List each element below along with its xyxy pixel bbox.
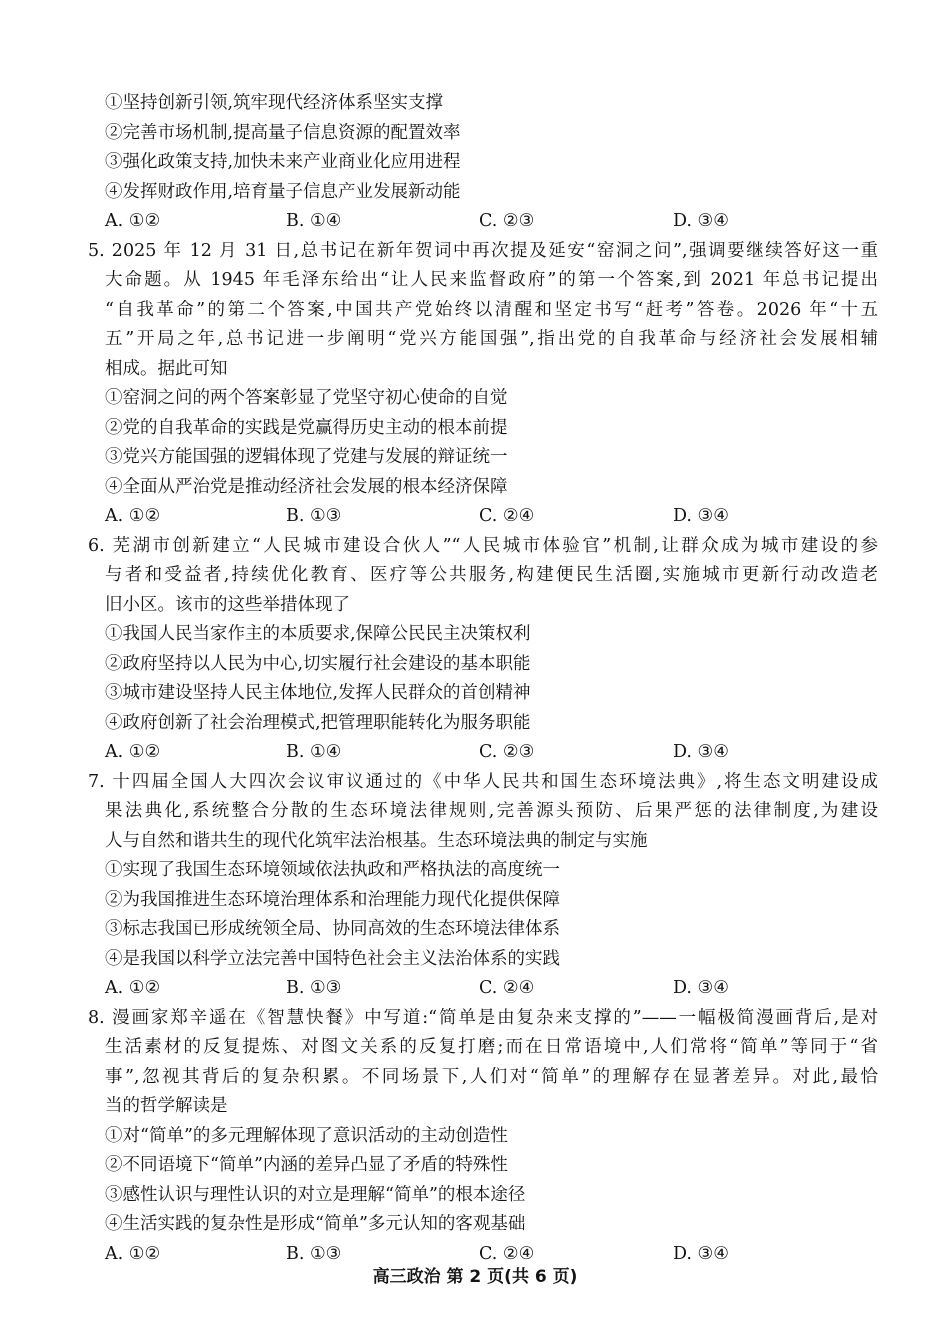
answer-choices (88, 502, 878, 532)
option-line: ①对“简单”的多元理解体现了意识活动的主动创造性 (105, 1125, 508, 1146)
choice-b: B. ①③ (286, 978, 342, 998)
option-line: ②党的自我革命的实践是党赢得历史主动的根本前提 (105, 417, 508, 438)
choice-d: D. ③④ (673, 978, 729, 998)
choice-d: D. ③④ (673, 211, 729, 231)
choice-a: A. ①② (105, 506, 161, 526)
option-line: ①坚持创新引领,筑牢现代经济体系坚实支撑 (105, 93, 444, 113)
option-line: ③城市建设坚持人民主体地位,发挥人民群众的首创精神 (105, 683, 531, 703)
answer-choices (88, 974, 878, 1004)
question-7 (88, 768, 878, 1004)
choice-a: A. ①② (105, 1243, 161, 1264)
answer-choices (88, 738, 878, 768)
question-stem-line: 6. 芜湖市创新建立“人民城市建设合伙人”“人民城市体验官”机制,让群众成为城市建设的参 (88, 535, 878, 556)
question-stem-line: 果法典化,系统整合分散的生态环境法律规则,完善源头预防、后果严惩的法律制度,为建设 (105, 801, 878, 821)
question-stem-line: 7. 十四届全国人大四次会议审议通过的《中华人民共和国生态环境法典》,将生态文明建设成 (88, 771, 878, 792)
question-stem-line: 大命题。从 1945 年毛泽东给出“让人民来监督政府”的第一个答案,到 2021 年总书记提出 (105, 270, 878, 290)
choice-d: D. ③④ (673, 742, 729, 762)
question-stem-line: 相成。据此可知 (105, 358, 228, 379)
option-line: ④生活实践的复杂性是形成“简单”多元认知的客观基础 (105, 1214, 526, 1234)
question-stem-line: 五”开局之年,总书记进一步阐明“党兴方能国强”,指出党的自我革命与经济社会发展相辅 (105, 329, 878, 349)
option-line: ④政府创新了社会治理模式,把管理职能转化为服务职能 (105, 712, 531, 733)
question-8 (88, 1004, 878, 1270)
option-line: ④发挥财政作用,培育量子信息产业发展新动能 (105, 181, 461, 202)
option-line: ②为我国推进生态环境治理体系和治理能力现代化提供保障 (105, 889, 560, 910)
question-stem-line: 与者和受益者,持续优化教育、医疗等公共服务,构建便民生活圈,实施城市更新行动改造老 (105, 565, 878, 585)
choice-c: C. ②③ (479, 742, 535, 762)
question-stem-line: 旧小区。该市的这些举措体现了 (105, 594, 350, 615)
question-4 (88, 89, 878, 237)
answer-choices (88, 207, 878, 237)
question-stem-line: 事”,忽视其背后的复杂积累。不同场景下,人们对“简单”的理解存在显著差异。对此,最恰 (105, 1066, 878, 1087)
option-line: ③党兴方能国强的逻辑体现了党建与发展的辩证统一 (105, 447, 508, 467)
choice-d: D. ③④ (673, 506, 729, 526)
choice-a: A. ①② (105, 742, 161, 762)
question-stem-line: 8. 漫画家郑辛遥在《智慧快餐》中写道:“简单是由复杂来支撑的”——一幅极简漫画背后,是对 (88, 1007, 878, 1028)
choice-d: D. ③④ (673, 1243, 729, 1264)
choice-b: B. ①③ (286, 1243, 342, 1264)
question-stem-line: 当的哲学解读是 (105, 1096, 228, 1116)
choice-b: B. ①④ (286, 211, 342, 231)
option-line: ②完善市场机制,提高量子信息资源的配置效率 (105, 122, 461, 143)
option-line: ①我国人民当家作主的本质要求,保障公民民主决策权利 (105, 624, 531, 644)
question-stem-line: 生活素材的反复提炼、对图文关系的反复打磨;而在日常语境中,人们常将“简单”等同于“省 (105, 1037, 878, 1057)
choice-b: B. ①④ (286, 742, 342, 762)
choice-c: C. ②③ (479, 211, 535, 231)
option-line: ③标志我国已形成统领全局、协同高效的生态环境法律体系 (105, 919, 560, 939)
option-line: ④是我国以科学立法完善中国特色社会主义法治体系的实践 (105, 948, 560, 969)
choice-c: C. ②④ (479, 1243, 535, 1264)
choice-a: A. ①② (105, 211, 161, 231)
option-line: ①实现了我国生态环境领域依法执政和严格执法的高度统一 (105, 860, 560, 880)
question-6 (88, 532, 878, 768)
question-stem-line: 人与自然和谐共生的现代化筑牢法治根基。生态环境法典的制定与实施 (105, 830, 648, 851)
choice-a: A. ①② (105, 978, 161, 998)
option-line: ④全面从严治党是推动经济社会发展的根本经济保障 (105, 476, 508, 497)
choice-b: B. ①③ (286, 506, 342, 526)
option-line: ②不同语境下“简单”内涵的差异凸显了矛盾的特殊性 (105, 1155, 508, 1175)
question-stem-line: “自我革命”的第二个答案,中国共产党始终以清醒和坚定书写“赶考”答卷。2026 年“十五 (105, 299, 878, 320)
choice-c: C. ②④ (479, 506, 535, 526)
option-line: ③强化政策支持,加快未来产业商业化应用进程 (105, 152, 461, 172)
question-5 (88, 237, 878, 532)
page-footer: 高三政治 第 2 页(共 6 页) (372, 1267, 578, 1287)
question-stem-line: 5. 2025 年 12 月 31 日,总书记在新年贺词中再次提及延安“窑洞之问”,强调要继续答好这一重 (88, 240, 878, 261)
choice-c: C. ②④ (479, 978, 535, 998)
option-line: ①窑洞之问的两个答案彰显了党坚守初心使命的自觉 (105, 388, 508, 408)
option-line: ③感性认识与理性认识的对立是理解“简单”的根本途径 (105, 1184, 526, 1205)
option-line: ②政府坚持以人民为中心,切实履行社会建设的基本职能 (105, 653, 531, 674)
question-list (88, 89, 878, 1269)
